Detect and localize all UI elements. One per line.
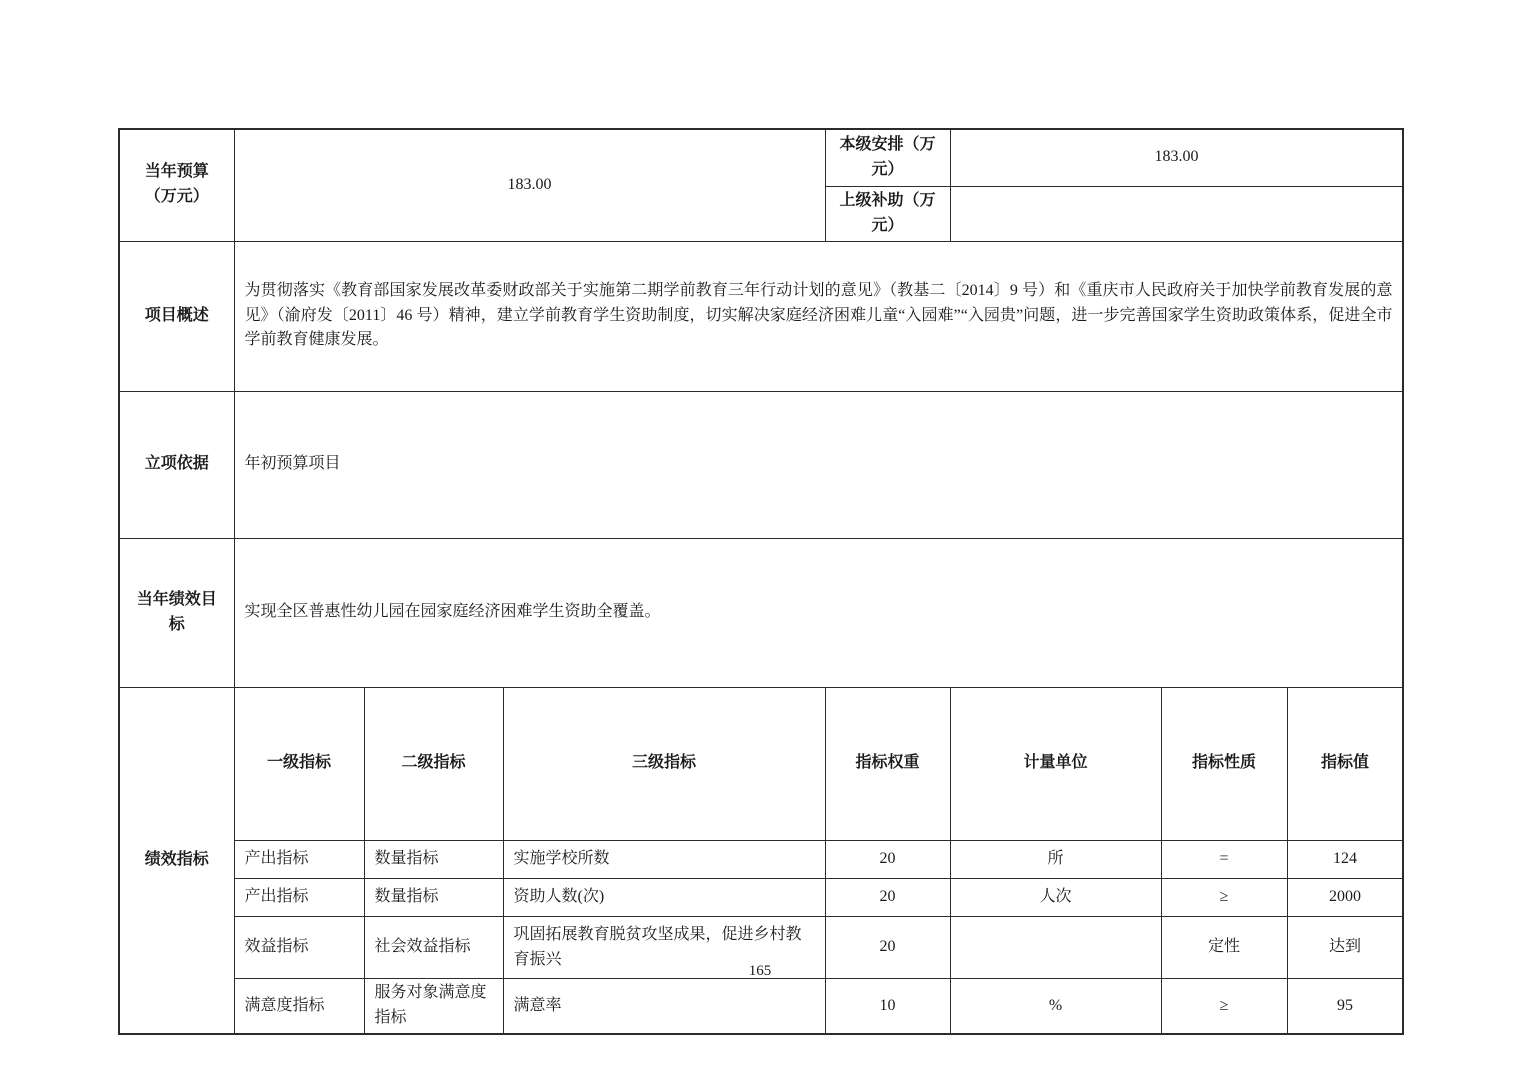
indicator-level1: 效益指标 [234, 917, 364, 979]
indicator-weight: 10 [825, 979, 950, 1034]
indicator-level1: 产出指标 [234, 879, 364, 917]
indicator-weight: 20 [825, 879, 950, 917]
indicator-nature: 定性 [1161, 917, 1287, 979]
indicator-nature: ≥ [1161, 879, 1287, 917]
table-row [119, 841, 1403, 879]
indicator-level2: 社会效益指标 [364, 917, 503, 979]
indicator-level2: 数量指标 [364, 879, 503, 917]
indicator-value: 达到 [1287, 917, 1403, 979]
indicators-label: 绩效指标 [119, 687, 234, 1034]
page-number: 165 [748, 963, 772, 979]
budget-performance-table [118, 128, 1404, 1035]
indicator-value: 2000 [1287, 879, 1403, 917]
goal-label: 当年绩效目标 [119, 538, 234, 687]
indicators-header-unit: 计量单位 [950, 687, 1161, 841]
indicators-header-level1: 一级指标 [234, 687, 364, 841]
indicator-level2: 服务对象满意度指标 [364, 979, 503, 1034]
indicator-nature: = [1161, 841, 1287, 879]
indicators-header-weight: 指标权重 [825, 687, 950, 841]
indicator-unit: 人次 [950, 879, 1161, 917]
budget-row-label: 当年预算（万元） [119, 129, 234, 241]
budget-local-label: 本级安排（万元） [825, 129, 950, 186]
indicator-level1: 满意度指标 [234, 979, 364, 1034]
indicator-unit: 所 [950, 841, 1161, 879]
budget-local-value: 183.00 [950, 129, 1403, 186]
basis-text: 年初预算项目 [234, 391, 1403, 538]
overview-label: 项目概述 [119, 241, 234, 391]
indicator-nature: ≥ [1161, 979, 1287, 1034]
indicator-weight: 20 [825, 841, 950, 879]
indicators-header-value: 指标值 [1287, 687, 1403, 841]
goal-text: 实现全区普惠性幼儿园在园家庭经济困难学生资助全覆盖。 [234, 538, 1403, 687]
table-row [119, 979, 1403, 1034]
indicator-value: 124 [1287, 841, 1403, 879]
indicator-level3: 满意率 [503, 979, 825, 1034]
indicator-weight: 20 [825, 917, 950, 979]
indicator-level3: 实施学校所数 [503, 841, 825, 879]
budget-superior-label: 上级补助（万元） [825, 186, 950, 241]
indicator-value: 95 [1287, 979, 1403, 1034]
indicator-level1: 产出指标 [234, 841, 364, 879]
basis-label: 立项依据 [119, 391, 234, 538]
indicator-level3: 资助人数(次) [503, 879, 825, 917]
indicator-level3: 巩固拓展教育脱贫攻坚成果，促进乡村教育振兴 [503, 917, 825, 979]
indicators-header-nature: 指标性质 [1161, 687, 1287, 841]
indicators-header-level3: 三级指标 [503, 687, 825, 841]
table-row [119, 879, 1403, 917]
budget-superior-value [950, 186, 1403, 241]
budget-total-value: 183.00 [234, 129, 825, 241]
indicator-level2: 数量指标 [364, 841, 503, 879]
indicator-unit: % [950, 979, 1161, 1034]
overview-text: 为贯彻落实《教育部国家发展改革委财政部关于实施第二期学前教育三年行动计划的意见》（教基二〔2014〕9 号）和《重庆市人民政府关于加快学前教育发展的意见》（渝府发〔2011〕46 号）精神，建立学前教育学生资助制度，切实解决家庭经济困难儿童“入园难”“入园贵”问题，进一步完善国家学生资助政策体系，促进全市学前教育健康发展。 [234, 241, 1403, 391]
indicators-header-level2: 二级指标 [364, 687, 503, 841]
